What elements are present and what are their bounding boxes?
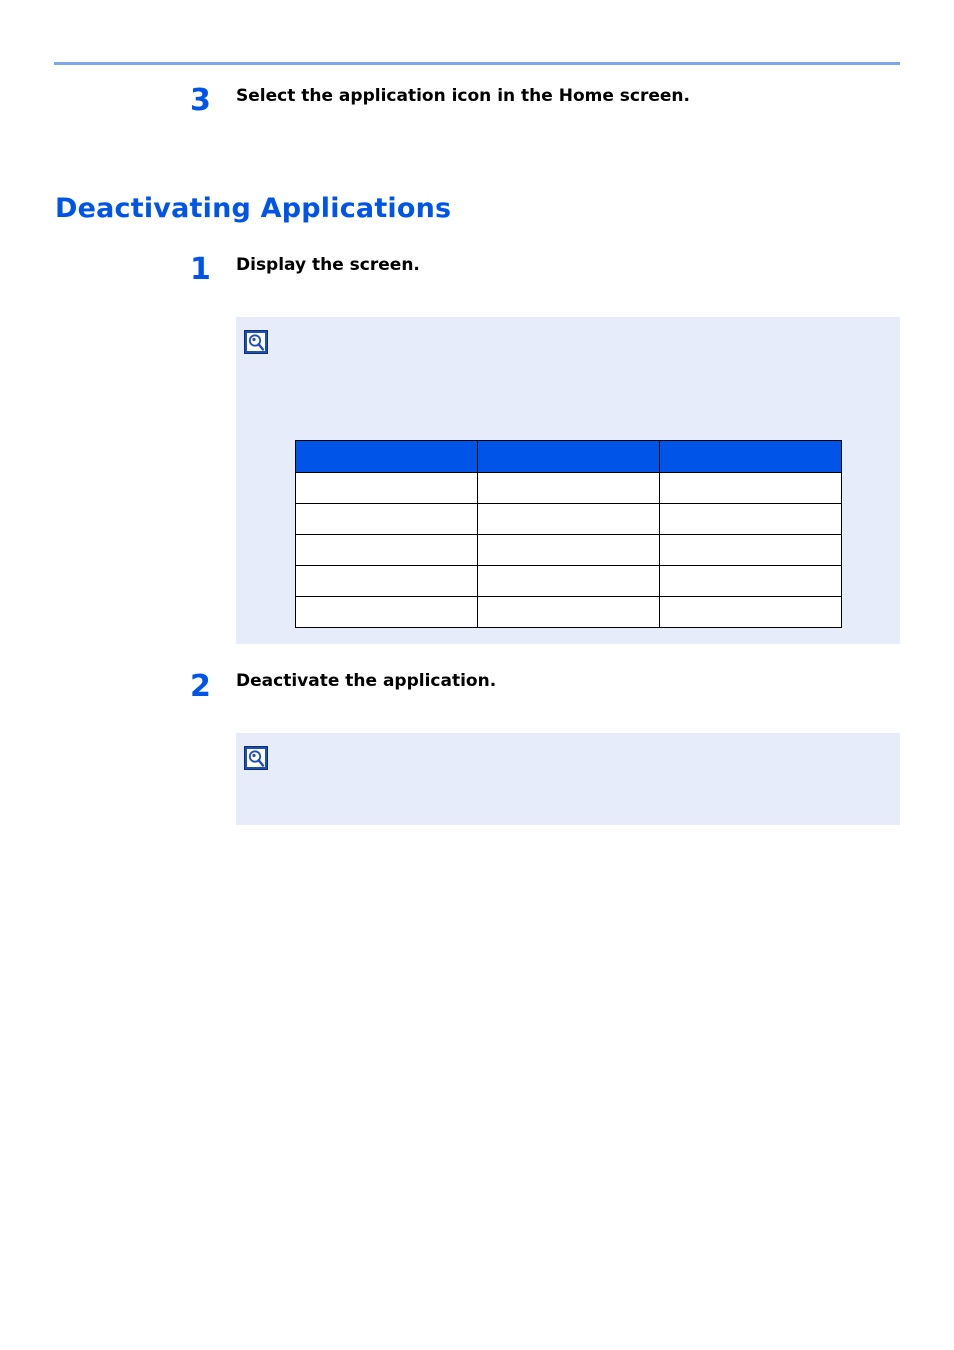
table-header-cell (478, 441, 660, 473)
table-cell (296, 566, 478, 597)
table-cell (660, 504, 842, 535)
note-icon (244, 330, 268, 354)
table-cell (660, 473, 842, 504)
table-header-cell (296, 441, 478, 473)
table-row (296, 566, 842, 597)
step-3-number: 3 (190, 83, 211, 118)
step-2-text: Deactivate the application. (236, 671, 497, 691)
table-cell (296, 535, 478, 566)
step-1-number: 1 (190, 252, 211, 287)
step-1-text: Display the screen. (236, 255, 420, 275)
table-row (296, 535, 842, 566)
table-cell (478, 566, 660, 597)
table-cell (478, 597, 660, 628)
table-header-cell (660, 441, 842, 473)
table-cell (296, 597, 478, 628)
note-icon (244, 746, 268, 770)
table-cell (478, 473, 660, 504)
table-cell (296, 504, 478, 535)
step-3-text: Select the application icon in the Home screen. (236, 86, 690, 106)
note-box-2 (236, 733, 900, 825)
section-title: Deactivating Applications (55, 193, 452, 224)
table-row (296, 473, 842, 504)
table-header-row (296, 441, 842, 473)
table-cell (296, 473, 478, 504)
note-table (295, 440, 842, 628)
step-2-number: 2 (190, 669, 211, 704)
table-cell (660, 535, 842, 566)
table-cell (478, 535, 660, 566)
table-row (296, 504, 842, 535)
table-cell (660, 566, 842, 597)
table-row (296, 597, 842, 628)
table-cell (660, 597, 842, 628)
top-rule (54, 62, 900, 65)
table-cell (478, 504, 660, 535)
note-box-1 (236, 317, 900, 644)
